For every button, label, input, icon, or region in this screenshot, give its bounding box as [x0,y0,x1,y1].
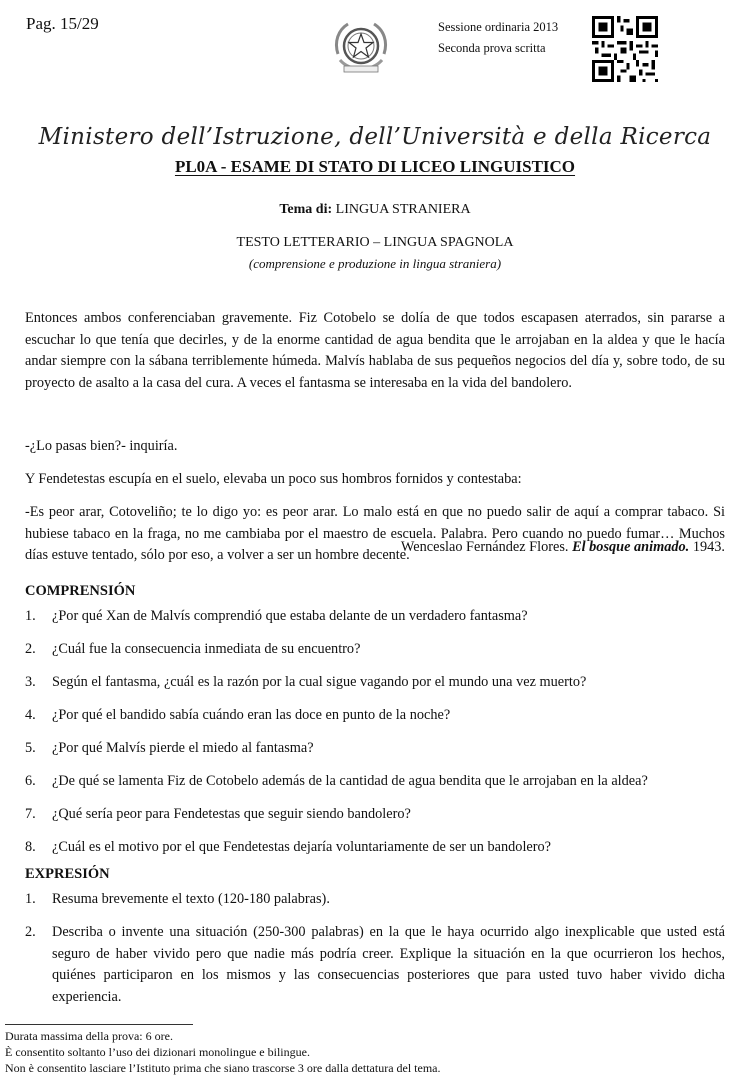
question-text: ¿Qué sería peor para Fendetestas que seguir siendo bandolero? [52,806,411,822]
footer-line: È consentito soltanto l’uso dei dizionari monolingue e bilingue. [5,1045,310,1059]
question-item [25,672,725,694]
qr-code-icon [592,15,658,83]
task-number: 1. [25,891,36,907]
test-type-label: Seconda prova scritta [438,41,546,55]
italian-republic-emblem-icon [330,16,392,78]
question-text: ¿Por qué Xan de Malvís comprendió que estaba delante de un verdadero fantasma? [52,608,528,624]
citation-year: 1943. [689,539,725,555]
testo-title: TESTO LETTERARIO – LINGUA SPAGNOLA [236,235,514,250]
task-item [25,889,725,911]
exam-title [0,157,750,177]
question-text: ¿Cuál es el motivo por el que Fendetestas dejaría voluntariamente de ser un bandolero? [52,839,552,855]
question-item [25,804,725,826]
question-item [25,606,725,628]
question-number: 4. [25,707,36,723]
passage-paragraph: -¿Lo pasas bien?- inquiría. [25,438,178,454]
question-number: 6. [25,773,36,789]
question-text: ¿Por qué Malvís pierde el miedo al fantasma? [52,740,314,756]
question-text: ¿Por qué el bandido sabía cuándo eran las doce en punto de la noche? [52,707,451,723]
tema-line [0,202,750,218]
question-item [25,771,725,793]
passage-paragraph: Y Fendetestas escupía en el suelo, elevaba un poco sus hombros fornidos y contestaba: [25,471,522,487]
tema-label: Tema di: [279,202,333,217]
question-number: 3. [25,674,36,690]
question-item [25,639,725,661]
comprension-heading: COMPRENSIÓN [25,583,136,599]
question-number: 1. [25,608,36,624]
session-label: Sessione ordinaria 2013 [438,20,559,34]
question-number: 7. [25,806,36,822]
passage-paragraph: -Es peor arar, Cotoveliño; te lo digo yo: es peor arar. Lo malo está en que no puedo salir de aquí a comprar tabaco. Si hubiese tabaco en la fraga, no me cambiaba por el maestro de escuela. Palabra. Pero cuando no puedo fumar… Muchos días estuve tentado, sólo por eso, a volver a ser un hombre decente. [25,504,725,563]
expresion-tasks [25,889,725,1020]
footer-line: Non è consentito lasciare l’Istituto prima che siano trascorse 3 ore dalla dettatura del tema. [5,1061,441,1075]
question-number: 8. [25,839,36,855]
task-item [25,922,725,1008]
comprension-questions [25,606,725,870]
question-item [25,837,725,859]
citation-author: Wenceslao Fernández Flores. [400,539,573,555]
question-item [25,705,725,727]
question-text: ¿De qué se lamenta Fiz de Cotobelo además de la cantidad de agua bendita que le arrojaban en la aldea? [52,773,648,789]
exam-title-text: PL0A - ESAME DI STATO DI LICEO LINGUISTICO [174,157,576,176]
ministry-title: Ministero dell’Istruzione, dell’Università e della Ricerca [38,124,712,150]
question-number: 2. [25,641,36,657]
footer-line: Durata massima della prova: 6 ore. [5,1029,173,1043]
footer-notes [5,1028,441,1076]
task-text: Describa o invente una situación (250-300 palabras) en la que le haya ocurrido algo inexplicable que usted está seguro de haber vivido pero que nadie más podría creer. Explique la situación en la que ocurrieron los hechos, quiénes participaron en los mismos y las consecuencias posteriores que para usted tuvo haber vivido dicha experiencia. [52,924,725,1005]
task-text: Resuma brevemente el texto (120-180 palabras). [52,891,330,907]
task-number: 2. [25,924,36,940]
page-number: Pag. 15/29 [26,14,99,33]
footer-divider [5,1024,193,1025]
citation-work: El bosque animado. [572,539,690,555]
expresion-heading: EXPRESIÓN [25,866,110,882]
question-number: 5. [25,740,36,756]
passage-paragraph: Entonces ambos conferenciaban gravemente. Fiz Cotobelo se dolía de que todos escapasen aterrados, sin pararse a escuchar lo que tenía que decirles, y de la enorme cantidad de agua bendita que le arrojaban en la aldea y que le hacía andar siempre con la sábana terriblemente húmeda. Malvís hablaba de sus pequeños negocios del día y, sobre todo, de su proyecto de asalto a la casa del cura. A veces el fantasma se interesaba en la vida del bandolero. [25,310,725,391]
question-text: ¿Cuál fue la consecuencia inmediata de su encuentro? [52,641,361,657]
question-item [25,738,725,760]
session-info [438,17,558,59]
citation [401,539,725,556]
tema-value: LINGUA STRANIERA [332,202,471,217]
testo-subtitle: (comprensione e produzione in lingua straniera) [248,256,502,271]
question-text: Según el fantasma, ¿cuál es la razón por la cual sigue vagando por el mundo una vez muerto? [52,674,587,690]
